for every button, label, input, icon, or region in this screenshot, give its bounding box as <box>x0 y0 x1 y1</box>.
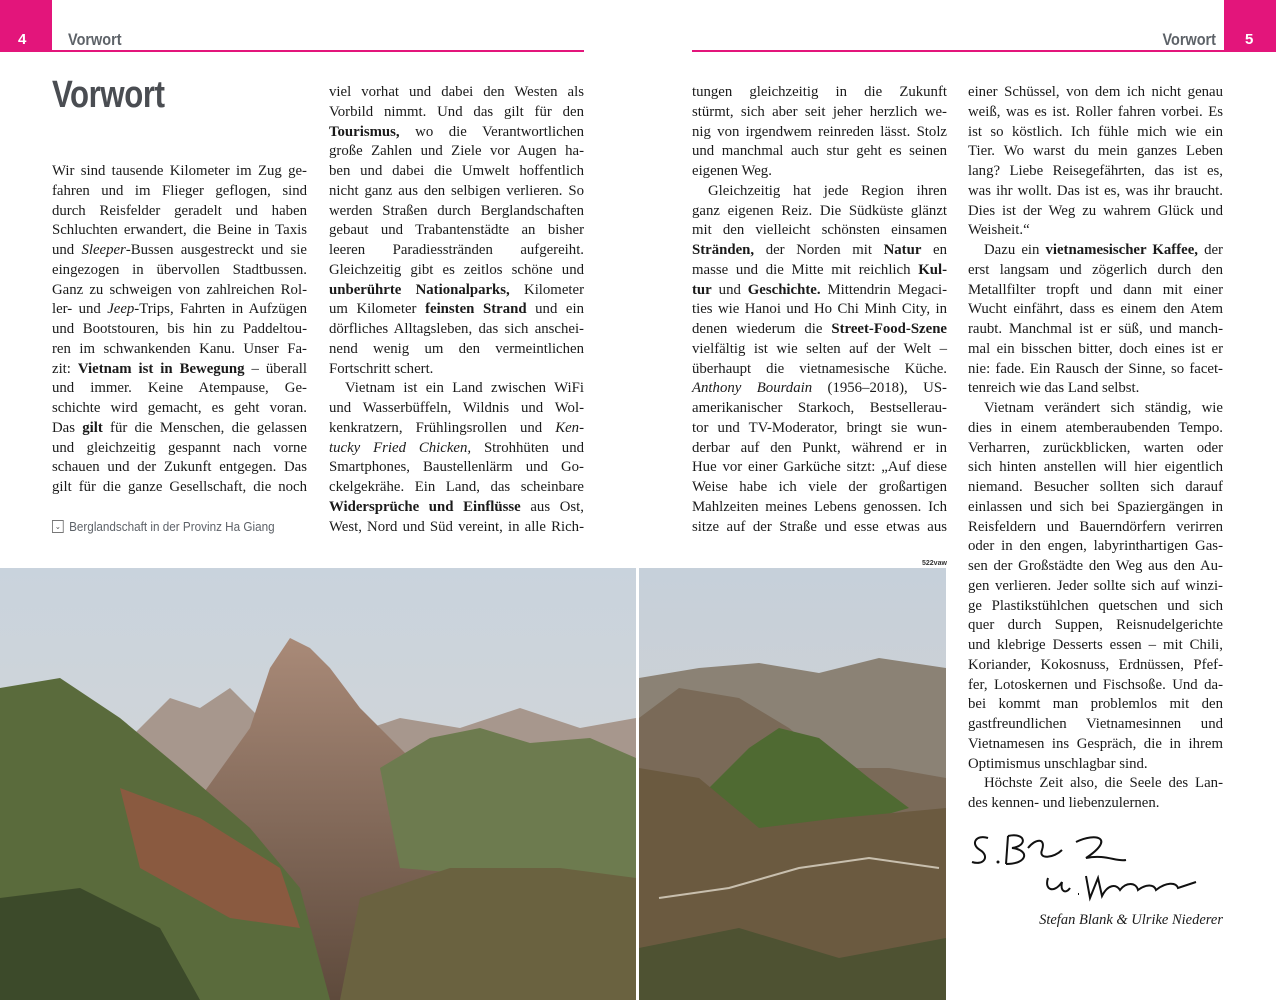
text-line <box>52 478 307 498</box>
text-line <box>329 340 584 360</box>
text-run: nicht ganz aus den selbigen verlieren. So <box>329 182 584 199</box>
text-line <box>692 261 947 281</box>
author-signatures <box>966 828 1226 910</box>
text-line <box>692 142 947 162</box>
text-line <box>52 281 307 301</box>
text-run: schauen und der Zukunft entgegen. Das <box>52 459 307 476</box>
text-run: (1956–2018), US- <box>812 380 947 397</box>
text-run: dies in einem atemberaubenden Tempo. <box>968 419 1223 436</box>
text-line <box>329 123 584 143</box>
text-line <box>968 281 1223 301</box>
text-run: erst langsam und zögerlich durch den <box>968 261 1223 278</box>
bold-text: Tourismus, <box>329 123 400 140</box>
text-line <box>692 458 947 478</box>
text-line <box>52 379 307 399</box>
text-run: Reisfeldern und Bauerndörfern verirren <box>968 518 1223 535</box>
text-line <box>329 221 584 241</box>
running-head-right: Vorwort <box>1162 30 1216 49</box>
text-run: Gleichzeitig hat jede Region ihren <box>708 182 947 199</box>
text-run: tenreich wie das Land selbst. <box>968 380 1140 397</box>
text-run: des kennen- und liebenzulernen. <box>968 795 1160 811</box>
text-line <box>329 83 584 103</box>
text-run: Kilometer <box>509 281 584 298</box>
text-run: zit: <box>52 360 78 377</box>
text-line <box>329 320 584 340</box>
text-run: Dazu ein <box>984 242 1046 258</box>
text-line <box>968 123 1223 143</box>
text-line <box>968 142 1223 162</box>
text-run: Wucht einfährt, dass es einem den Atem <box>968 301 1223 318</box>
text-run: masse und die Mitte mit reichlich <box>692 261 919 278</box>
text-run: durch Reisfelder geradelt und haben <box>52 202 307 219</box>
text-run: nend wenig um den vermeintlichen <box>329 340 584 357</box>
bold-text: Geschichte. <box>747 281 821 298</box>
text-line <box>692 320 947 340</box>
text-run: Mahlzeiten meines Lebens genossen. Ich <box>692 498 947 515</box>
text-line <box>968 597 1223 617</box>
text-line <box>968 794 1223 814</box>
text-line <box>329 281 584 301</box>
text-line <box>692 300 947 320</box>
italic-text: Anthony Bourdain <box>692 380 813 397</box>
text-run: ist so köstlich. Ich fühle mich wie ein <box>968 123 1223 140</box>
text-run: und Bootstouren, bis hin zu Paddeltou- <box>52 321 307 337</box>
text-line <box>692 419 947 439</box>
text-run: einlassen und sich bei Spaziergängen in <box>968 498 1223 515</box>
text-line <box>692 103 947 123</box>
text-line <box>692 340 947 360</box>
text-line <box>692 162 947 182</box>
text-run: Vietnam verändert sich ständig, wie <box>984 400 1223 416</box>
text-line <box>968 774 1223 794</box>
text-run: viel vorhat und dabei den Westen als <box>329 84 584 100</box>
text-line <box>52 261 307 281</box>
text-line <box>329 182 584 202</box>
text-line <box>692 281 947 301</box>
text-run: und klebrige Desserts essen – mit Chili, <box>968 637 1223 653</box>
text-column-1 <box>52 162 307 498</box>
text-run: quer durch Suppen, Reisnudelgerichte <box>968 617 1223 634</box>
text-run: sich hinten anstellen will hier eigentlich <box>968 459 1223 476</box>
text-run: vielfältig ist wie selten auf der Welt – <box>692 340 947 357</box>
text-run: und immer. Keine Atempause, Ge- <box>52 380 307 397</box>
text-run: ganz eigenen Reiz. Die Südküste glänzt <box>692 202 947 219</box>
text-run: mit den vielleicht schönsten einsamen <box>692 222 947 239</box>
text-run: wo die Verantwortlichen <box>399 123 584 140</box>
text-run: eigenen Weg. <box>692 163 772 179</box>
text-run: ben und dabei die Umwelt hoffentlich <box>329 163 584 179</box>
text-run: schichte wird gemacht, es geht voran. <box>52 400 307 416</box>
text-run: lang? Liebe Reisegefährten, das ist es, <box>968 163 1223 179</box>
photo-credit: 522vaw <box>922 560 947 567</box>
text-run: – überall <box>244 360 307 377</box>
header-rule-right <box>692 50 1224 52</box>
text-run: einer Schüssel, von dem ich nicht genau <box>968 84 1223 100</box>
text-line <box>52 221 307 241</box>
text-run: Höchste Zeit also, die Seele des Lan- <box>984 775 1223 792</box>
caption-text: Berglandschaft in der Provinz Ha Giang <box>69 519 275 534</box>
landscape-photo-right <box>639 568 946 1000</box>
bold-text: unberührte Nationalparks, <box>329 281 510 298</box>
text-run: der <box>1198 242 1223 258</box>
text-run: sen der Großstädte den Weg aus den Au- <box>968 558 1223 574</box>
text-line <box>52 300 307 320</box>
text-line <box>968 419 1223 439</box>
text-line <box>329 498 584 518</box>
text-run: aus Ost, <box>520 498 584 515</box>
photo-caption <box>52 519 275 534</box>
text-line <box>329 419 584 439</box>
text-run: ren im schwankenden Kanu. Unser Fa- <box>52 340 307 357</box>
text-run: gebaut und Trabantenstädte an bisher <box>329 222 584 239</box>
text-run: nie: fade. Ein Rausch der Sinne, so facet- <box>968 360 1223 377</box>
text-run: fer, Lotoskernen und Fischsoße. Und da- <box>968 676 1223 693</box>
text-run: Optimismus unschlagbar sind. <box>968 755 1148 772</box>
text-run: Verharren, zurückblicken, warten oder <box>968 439 1223 456</box>
text-run: tor und TV-Moderator, bringt sie wun- <box>692 419 947 436</box>
text-run: niemand. Besucher sollten sich darauf <box>968 479 1223 495</box>
text-line <box>968 340 1223 360</box>
text-run: und <box>711 281 748 298</box>
bold-text: vietnamesischer Kaffee, <box>1045 242 1198 258</box>
text-line <box>329 360 584 380</box>
text-line <box>329 300 584 320</box>
text-run: Vietnamesen ins Gespräch, die in ihrem <box>968 735 1223 752</box>
text-run: Fortschritt schert. <box>329 360 434 377</box>
text-run: Hue vor einer Garküche sitzt: „Auf diese <box>692 459 947 476</box>
italic-text: Jeep <box>107 301 135 318</box>
bold-text: Widersprüche und Einflüsse <box>329 498 521 515</box>
text-line <box>692 182 947 202</box>
text-run: kenkratzern, Frühlingsrollen und <box>329 419 556 436</box>
text-run: ler- und <box>52 301 108 318</box>
text-line <box>329 458 584 478</box>
text-run: derbar auf den Punkt, während er in <box>692 439 947 456</box>
italic-text: Ken- <box>555 419 584 436</box>
text-run: mal ein bisschen bitter, doch eines ist er <box>968 340 1223 357</box>
text-line <box>329 202 584 222</box>
text-line <box>968 458 1223 478</box>
bold-text: Stränden, <box>692 242 755 258</box>
text-line <box>52 340 307 360</box>
text-line <box>968 498 1223 518</box>
text-line <box>52 458 307 478</box>
text-line <box>968 439 1223 459</box>
text-run: eingezogen in übervollen Stadtbussen. <box>52 261 307 278</box>
text-line <box>968 616 1223 636</box>
chevron-down-icon: ⌄ <box>52 520 64 533</box>
text-line <box>329 478 584 498</box>
text-run: Weise habe ich viele der großartigen <box>692 479 947 495</box>
text-line <box>52 419 307 439</box>
text-run: um Kilometer <box>329 301 426 318</box>
text-line <box>968 379 1223 399</box>
text-line <box>968 261 1223 281</box>
text-line <box>968 518 1223 538</box>
text-run: en <box>921 242 947 258</box>
text-column-4 <box>968 83 1223 814</box>
text-line <box>968 478 1223 498</box>
text-run: werden Straßen durch Berglandschaften <box>329 202 584 219</box>
text-run: raubt. Manchmal ist er süß, und manch- <box>968 321 1223 337</box>
header-rule-left <box>52 50 584 52</box>
text-line <box>692 123 947 143</box>
text-line <box>968 656 1223 676</box>
text-line <box>329 439 584 459</box>
text-run: Weisheit.“ <box>968 222 1030 239</box>
text-line <box>329 142 584 162</box>
text-line <box>329 399 584 419</box>
text-line <box>52 241 307 261</box>
bold-text: Natur <box>883 242 922 258</box>
text-line <box>692 360 947 380</box>
text-run: weiß, was es ist. Roller fahren vorbei. Es <box>968 103 1223 120</box>
text-run: und ein <box>526 301 585 318</box>
signature-names: Stefan Blank & Ulrike Niederer <box>1039 912 1223 928</box>
text-line <box>329 379 584 399</box>
text-line <box>968 715 1223 735</box>
text-line <box>968 103 1223 123</box>
page-number-right: 5 <box>1245 31 1254 48</box>
text-line <box>52 360 307 380</box>
text-line <box>329 162 584 182</box>
text-run: Strohhüten und <box>471 439 584 456</box>
bold-text: Street-Food-Szene <box>831 321 947 337</box>
text-line <box>329 241 584 261</box>
text-line <box>968 83 1223 103</box>
text-run: West, Nord und Süd vereint, in alle Rich- <box>329 518 584 535</box>
text-line <box>968 360 1223 380</box>
text-column-2 <box>329 83 584 537</box>
text-line <box>968 676 1223 696</box>
text-line <box>968 162 1223 182</box>
bold-text: Kul- <box>918 261 947 278</box>
italic-text: tucky Fried Chicken, <box>329 439 472 456</box>
text-line <box>968 300 1223 320</box>
text-run: und Wasserbüffeln, Wildnis und Wol- <box>329 400 584 416</box>
text-run: Gleichzeitig gibt es zeitlos schöne und <box>329 261 584 278</box>
text-line <box>692 202 947 222</box>
text-run: dörfliches Alltagsleben, das sich anschei- <box>329 321 584 337</box>
text-line <box>692 439 947 459</box>
text-run: -Bussen ausgestreckt und sie <box>125 242 307 258</box>
text-run: Mittendrin Megaci- <box>820 281 947 298</box>
text-run: für die Menschen, die gelassen <box>102 419 307 436</box>
text-line <box>52 182 307 202</box>
text-line <box>968 399 1223 419</box>
bold-text: Vietnam ist in Bewegung <box>77 360 245 377</box>
text-run: ties wie Hanoi und Ho Chi Minh City, in <box>692 301 947 318</box>
text-run: gastfreundlichen Vietnamesinnen und <box>968 716 1223 732</box>
text-line <box>692 221 947 241</box>
text-run: und gleichzeitig gespannt nach vorne <box>52 439 307 456</box>
text-run: sitze auf der Straße und esse etwas aus <box>692 518 947 535</box>
text-line <box>968 221 1223 241</box>
text-run: überhaupt die vietnamesische Küche. <box>692 360 947 377</box>
text-run: nig von irgendwem reinreden lässt. Stolz <box>692 123 947 140</box>
text-run: Tier. Wo warst du mein ganzes Leben <box>968 143 1223 160</box>
text-run: Wir sind tausende Kilometer im Zug ge- <box>52 163 307 179</box>
text-line <box>52 439 307 459</box>
text-line <box>692 518 947 538</box>
text-run: ckelgekrähe. Ein Land, das scheinbare <box>329 479 584 495</box>
text-column-3 <box>692 83 947 537</box>
landscape-photo-left <box>0 568 636 1000</box>
text-line <box>329 103 584 123</box>
text-line <box>968 735 1223 755</box>
chapter-title: Vorwort <box>52 74 165 116</box>
text-line <box>52 399 307 419</box>
text-run: Metallfilter tropft und dann mit einer <box>968 281 1223 298</box>
text-line <box>968 202 1223 222</box>
text-run: Smartphones, Baustellenlärm und Go- <box>329 459 584 476</box>
text-line <box>968 695 1223 715</box>
text-run: Das <box>52 419 83 436</box>
text-line <box>692 478 947 498</box>
text-line <box>52 202 307 222</box>
text-line <box>692 83 947 103</box>
text-run: leeren Paradiesstränden aufgereiht. <box>329 242 584 258</box>
bold-text: gilt <box>82 419 103 436</box>
text-line <box>968 557 1223 577</box>
text-run: -Trips, Fahrten in Aufzügen <box>134 301 307 318</box>
text-run: amerikanischer Starkoch, Bestsellerau- <box>692 400 947 416</box>
text-run: Dies ist der Weg zu wahrem Glück und <box>968 202 1223 219</box>
text-line <box>968 755 1223 775</box>
italic-text: Sleeper <box>81 242 126 258</box>
bold-text: feinsten Strand <box>425 301 527 318</box>
text-line <box>692 379 947 399</box>
text-line <box>329 518 584 538</box>
text-run: der Norden mit <box>754 242 884 258</box>
text-line <box>968 636 1223 656</box>
text-line <box>968 577 1223 597</box>
text-run: gen verlieren. Jeder sollte sich auf winzi- <box>968 577 1223 594</box>
text-line <box>968 241 1223 261</box>
text-run: große Zahlen und Ziele vor Augen ha- <box>329 143 584 160</box>
text-run: Vietnam ist ein Land zwischen WiFi <box>345 380 584 397</box>
text-run: tungen gleichzeitig in die Zukunft <box>692 84 947 100</box>
text-run: bei kommt man problemlos mit den <box>968 696 1223 713</box>
text-run: oder in den engen, labyrinthartigen Gas- <box>968 538 1223 555</box>
text-line <box>968 182 1223 202</box>
page-number-left: 4 <box>18 31 27 48</box>
text-run: Vorbild nimmt. Und das gilt für den <box>329 103 584 120</box>
text-run: Koriander, Kokosnuss, Erdnüssen, Pfef- <box>968 656 1223 673</box>
text-run: ge Plastikstühlchen quetschen und sich <box>968 597 1223 614</box>
text-run: und manchmal auch stur geht es seinen <box>692 143 947 160</box>
text-line <box>968 320 1223 340</box>
bold-text: tur <box>692 281 712 298</box>
text-run: Schluchten erwandert, die Beine in Taxis <box>52 222 307 239</box>
text-line <box>692 399 947 419</box>
text-run: Ganz zu schweigen von zahlreichen Rol- <box>52 281 307 298</box>
text-line <box>52 320 307 340</box>
text-run: und <box>52 242 82 258</box>
text-run: fahren und im Flieger geflogen, sind <box>52 182 307 199</box>
text-line <box>692 241 947 261</box>
text-run: stürmt, sich aber seit jeher herzlich we- <box>692 103 947 120</box>
text-line <box>329 261 584 281</box>
text-run: denen wiederum die <box>692 321 832 337</box>
running-head-left: Vorwort <box>68 30 122 49</box>
text-run: gilt für die ganze Gesellschaft, die noch <box>52 479 307 495</box>
text-run: was ihr wollt. Das ist es, was ihr braucht. <box>968 182 1223 199</box>
text-line <box>968 537 1223 557</box>
text-line <box>692 498 947 518</box>
text-line <box>52 162 307 182</box>
